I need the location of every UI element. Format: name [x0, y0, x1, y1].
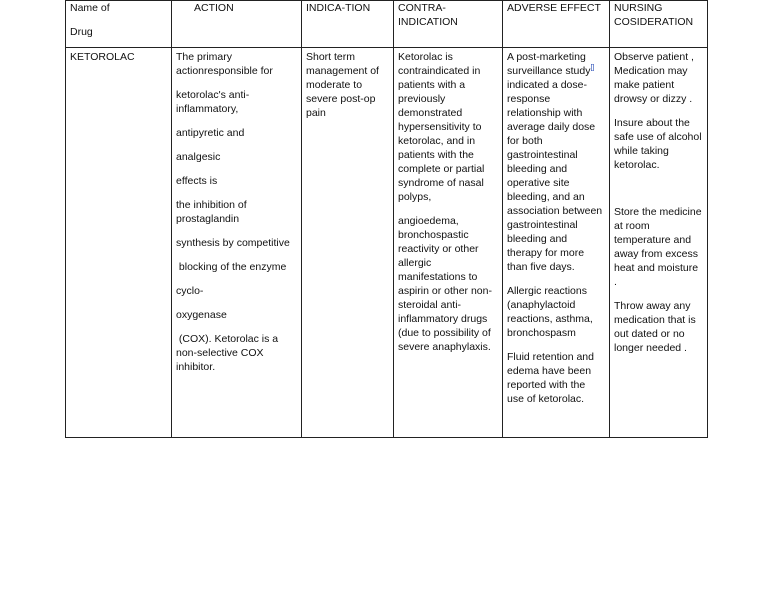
header-contraindication: CONTRA- INDICATION: [394, 1, 503, 48]
action-paragraph: antipyretic and: [176, 127, 245, 139]
header-adverse-effect: ADVERSE EFFECT: [503, 1, 610, 48]
action-paragraph: synthesis by competitive: [176, 237, 290, 249]
action-paragraph: (COX). Ketorolac is a non-selective COX inhibitor.: [176, 333, 282, 373]
header-action: ACTION: [172, 1, 302, 48]
header-nursing-consideration: NURSING COSIDERATION: [610, 1, 708, 48]
nursing-paragraph: Insure about the safe use of alcohol while taking ketorolac.: [614, 117, 702, 171]
action-paragraph: oxygenase: [176, 309, 227, 321]
contraindication-paragraph: angioedema, bronchospastic reactivity or other allergic manifestations to aspirin or other non-steroidal anti-inflammatory drugs (due to possibility of severe anaphylaxis.: [398, 215, 492, 353]
adverse-paragraph: Allergic reactions (anaphylactoid reactions, asthma, bronchospasm: [507, 285, 593, 339]
action-paragraph: The primary actionresponsible for: [176, 51, 273, 77]
indication-cell: Short term management of moderate to severe post-op pain: [302, 48, 394, 438]
action-paragraph: the inhibition of prostaglandin: [176, 199, 247, 225]
reference-link[interactable]: []: [590, 64, 595, 72]
drug-name-cell: KETOROLAC: [66, 48, 172, 438]
nursing-consideration-cell: [610, 48, 708, 438]
nursing-paragraph: Throw away any medication that is out dated or no longer needed .: [614, 300, 696, 354]
adverse-effect-cell: [503, 48, 610, 438]
adverse-paragraph: Fluid retention and edema have been reported with the use of ketorolac.: [507, 351, 594, 405]
nursing-paragraph: Observe patient , Medication may make patient drowsy or dizzy .: [614, 51, 694, 105]
action-cell: [172, 48, 302, 438]
action-paragraph: cyclo-: [176, 285, 204, 297]
drug-table: [65, 0, 708, 438]
action-paragraph: blocking of the enzyme: [176, 261, 287, 273]
action-paragraph: ketorolac's anti-inflammatory,: [176, 89, 250, 115]
table-row: [66, 48, 708, 438]
action-paragraph: analgesic: [176, 151, 221, 163]
action-paragraph: effects is: [176, 175, 218, 187]
header-indication: INDICA-TION: [302, 1, 394, 48]
adverse-paragraph: A post-marketing surveillance study[] indicated a dose-response relationship with average daily dose for both gastrointestinal bleeding and operative site bleeding, and an association between gastrointestinal bleeding and therapy for more than five days.: [507, 51, 603, 273]
contraindication-paragraph: Ketorolac is contraindicated in patients with a previously demonstrated hypersensitivity to ketorolac, and in patients with the complete or partial syndrome of nasal polyps,: [398, 51, 485, 203]
header-row: [66, 1, 708, 48]
header-name-of-drug: Name of Drug: [66, 1, 172, 48]
nursing-paragraph: Store the medicine at room temperature and away from excess heat and moisture .: [614, 206, 702, 288]
contraindication-cell: [394, 48, 503, 438]
